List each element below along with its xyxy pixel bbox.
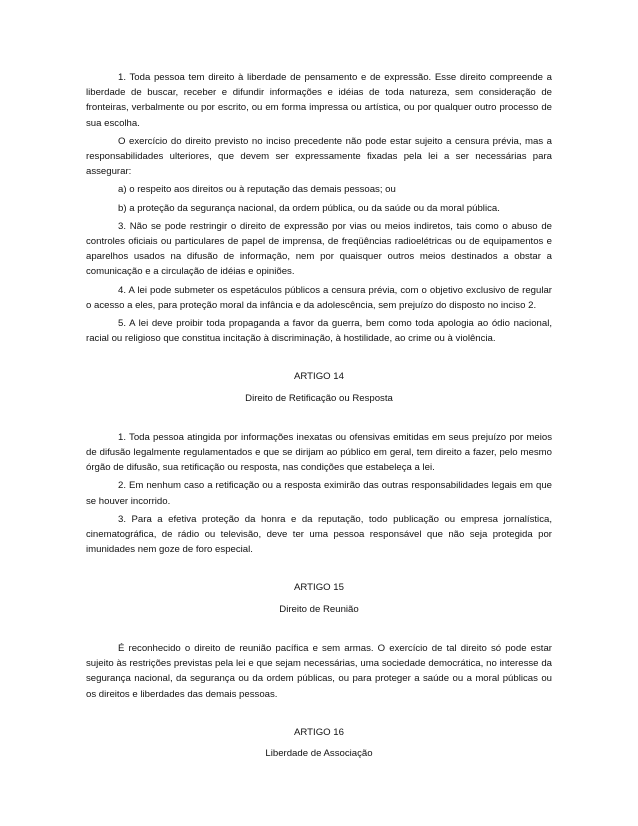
article-subtitle: Direito de Reunião <box>279 603 359 615</box>
paragraph: É reconhecido o direito de reunião pacífica e sem armas. O exercício de tal direito só pode estar sujeito às restrições previstas pela lei e que sejam necessárias, uma sociedade democrática, no interesse da segurança nacional, da segurança ou da ordem públicas, ou para proteger a saúde ou a moral públicas ou os direitos e liberdades das demais pessoas. <box>86 642 552 700</box>
paragraph: 5. A lei deve proibir toda propaganda a favor da guerra, bem como toda apologia ao ódio nacional, racial ou religioso que constitua incitação à discriminação, à hostilidade, ao crime ou à violência. <box>86 318 552 345</box>
list-item: a) o respeito aos direitos ou à reputação das demais pessoas; ou <box>118 184 396 196</box>
article-16-heading <box>86 725 552 761</box>
paragraph: 2. Em nenhum caso a retificação ou a resposta eximirão das outras responsabilidades legais em que se houver incorrido. <box>86 480 552 507</box>
paragraph: 3. Para a efetiva proteção da honra e da reputação, todo publicação ou empresa jornalística, cinematográfica, de rádio ou televisão, deve ter uma pessoa responsável que não seja protegida por imunidades nem goze de foro especial. <box>86 513 552 556</box>
article-15-heading <box>86 580 552 616</box>
list-item: b) a proteção da segurança nacional, da ordem pública, ou da saúde ou da moral pública. <box>118 202 500 214</box>
article-subtitle: Direito de Retificação ou Resposta <box>245 392 393 404</box>
paragraph: 3. Não se pode restringir o direito de expressão por vias ou meios indiretos, tais como o abuso de controles oficiais ou particulares de papel de imprensa, de freqüências radioelétricas ou de equipamentos e aparelhos usados na difusão de informação, nem por quaisquer outros meios destinados a obstar a comunicação e a circulação de idéias e opiniões. <box>86 220 552 278</box>
paragraph: 1. Toda pessoa tem direito à liberdade de pensamento e de expressão. Esse direito compreende a liberdade de buscar, receber e difundir informações e idéias de toda natureza, sem consideração de fronteiras, verbalmente ou por escrito, ou em forma impressa ou artística, ou por qualquer outro processo de sua escolha. <box>86 72 552 129</box>
article-14-heading <box>86 369 552 405</box>
article-title: ARTIGO 16 <box>294 726 344 738</box>
article-title: ARTIGO 14 <box>294 371 344 383</box>
article-subtitle: Liberdade de Associação <box>265 747 373 759</box>
paragraph: 4. A lei pode submeter os espetáculos públicos a censura prévia, com o objetivo exclusivo de regular o acesso a eles, para proteção moral da infância e da adolescência, sem prejuízo do disposto no inciso 2. <box>86 284 552 311</box>
paragraph: O exercício do direito previsto no inciso precedente não pode estar sujeito a censura prévia, mas a responsabilidades ulteriores, que devem ser expressamente fixadas pela lei a ser necessárias para assegurar: <box>86 135 552 178</box>
paragraph: 1. Toda pessoa atingida por informações inexatas ou ofensivas emitidas em seus prejuízo por meios de difusão legalmente regulamentados e que se dirijam ao público em geral, tem direito a fazer, pelo mesmo órgão de difusão, sua retificação ou resposta, nas condições que estabeleça a lei. <box>86 431 552 474</box>
article-title: ARTIGO 15 <box>294 582 344 594</box>
